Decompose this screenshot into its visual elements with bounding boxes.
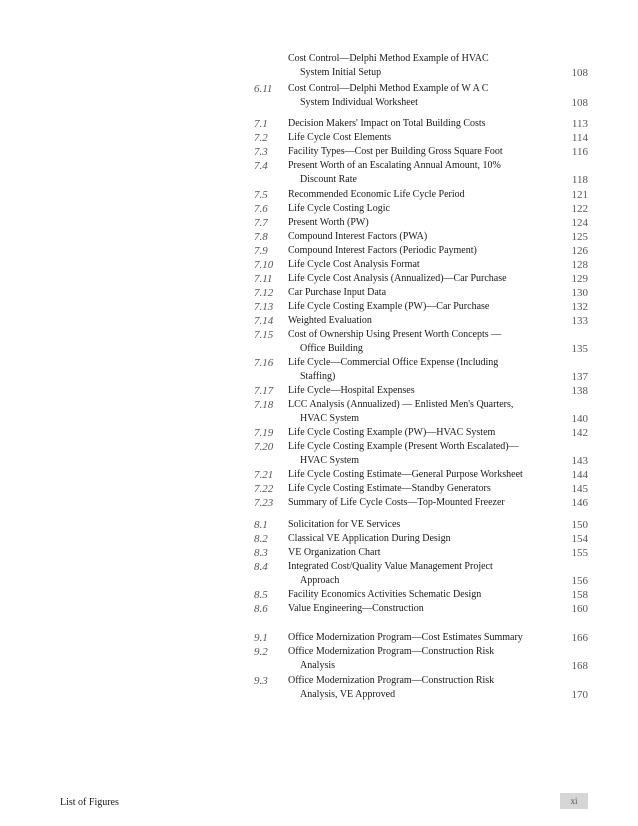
figure-page-number: 158 bbox=[571, 589, 588, 601]
figure-title-line: HVAC System bbox=[300, 455, 359, 466]
figure-title-line: Summary of Life Cycle Costs—Top-Mounted Freezer bbox=[288, 497, 505, 508]
figure-page-number: 168 bbox=[571, 660, 588, 672]
figure-page-number: 132 bbox=[571, 301, 588, 313]
figure-number: 9.2 bbox=[254, 646, 268, 658]
figure-title-line: Office Modernization Program—Cost Estimates Summary bbox=[288, 632, 523, 643]
figure-number: 8.1 bbox=[254, 519, 268, 531]
figure-title-line: Staffing) bbox=[300, 371, 336, 382]
figure-number: 7.22 bbox=[254, 483, 274, 495]
figure-number: 7.20 bbox=[254, 441, 274, 453]
figure-title-line: Integrated Cost/Quality Value Management Project bbox=[288, 561, 493, 572]
figure-title-line: Discount Rate bbox=[300, 174, 357, 185]
figure-title bbox=[288, 117, 548, 131]
figure-title bbox=[288, 272, 548, 286]
figure-page-number: 170 bbox=[571, 689, 588, 701]
figure-page-number: 130 bbox=[571, 287, 588, 299]
figure-title bbox=[288, 300, 548, 314]
figure-title bbox=[288, 244, 548, 258]
figure-page-number: 122 bbox=[571, 203, 588, 215]
figure-title-line: Compound Interest Factors (PWA) bbox=[288, 231, 428, 242]
figure-title-line: Facility Types—Cost per Building Gross Square Foot bbox=[288, 146, 503, 157]
figure-number: 8.5 bbox=[254, 589, 268, 601]
figure-page-number: 156 bbox=[571, 575, 588, 587]
figure-number: 6.11 bbox=[254, 83, 273, 95]
figure-title bbox=[288, 631, 548, 645]
figure-number: 8.4 bbox=[254, 561, 268, 573]
figure-title bbox=[288, 468, 548, 482]
figure-title bbox=[288, 588, 548, 602]
figure-title bbox=[288, 314, 548, 328]
figure-title-line: Car Purchase Input Data bbox=[288, 287, 387, 298]
figure-title-line: Life Cycle Costing Logic bbox=[288, 203, 390, 214]
figure-page-number: 140 bbox=[571, 413, 588, 425]
figure-number: 8.6 bbox=[254, 603, 268, 615]
figure-title bbox=[288, 560, 548, 588]
figure-number: 7.5 bbox=[254, 189, 268, 201]
figure-title-line: Decision Makers' Impact on Total Building Costs bbox=[288, 118, 486, 129]
figure-title-line: Office Modernization Program—Construction Risk bbox=[288, 646, 495, 657]
figure-title-line: Life Cycle Cost Analysis (Annualized)—Car Purchase bbox=[288, 273, 507, 284]
figure-page-number: 143 bbox=[571, 455, 588, 467]
figure-number: 7.6 bbox=[254, 203, 268, 215]
figure-number: 7.14 bbox=[254, 315, 274, 327]
figure-number: 9.1 bbox=[254, 632, 268, 644]
figure-title bbox=[288, 546, 548, 560]
figure-title bbox=[288, 482, 548, 496]
figure-title-line: LCC Analysis (Annualized) — Enlisted Men's Quarters, bbox=[288, 399, 514, 410]
figure-number: 7.12 bbox=[254, 287, 274, 299]
figure-page-number: 144 bbox=[571, 469, 588, 481]
figure-title-line: Cost of Ownership Using Present Worth Concepts — bbox=[288, 329, 502, 340]
figure-title bbox=[288, 440, 548, 468]
figure-page-number: 118 bbox=[571, 174, 588, 186]
figure-number: 8.2 bbox=[254, 533, 268, 545]
figure-number: 7.9 bbox=[254, 245, 268, 257]
figure-page-number: 146 bbox=[571, 497, 588, 509]
figure-title-line: System Individual Worksheet bbox=[300, 97, 418, 108]
figure-title bbox=[288, 356, 548, 384]
figure-page-number: 133 bbox=[571, 315, 588, 327]
figure-number: 9.3 bbox=[254, 675, 268, 687]
figure-title-line: Classical VE Application During Design bbox=[288, 533, 451, 544]
figure-title-line: Analysis, VE Approved bbox=[300, 689, 396, 700]
figure-title-line: HVAC System bbox=[300, 413, 359, 424]
figure-title bbox=[288, 384, 548, 398]
figure-title bbox=[288, 328, 548, 356]
figure-page-number: 108 bbox=[571, 67, 588, 79]
figure-title-line: Cost Control—Delphi Method Example of W A C bbox=[288, 83, 489, 94]
figure-title bbox=[288, 82, 548, 110]
figure-page-number: 145 bbox=[571, 483, 588, 495]
figure-title bbox=[288, 286, 548, 300]
figure-number: 7.7 bbox=[254, 217, 268, 229]
figure-number: 7.16 bbox=[254, 357, 274, 369]
figure-title-line: Cost Control—Delphi Method Example of HVAC bbox=[288, 53, 489, 64]
figure-page-number: 108 bbox=[571, 97, 588, 109]
figure-title-line: Life Cycle Costing Example (Present Worth Escalated)— bbox=[288, 441, 519, 452]
figure-number: 7.4 bbox=[254, 160, 268, 172]
figure-number: 7.2 bbox=[254, 132, 268, 144]
figure-number: 7.23 bbox=[254, 497, 274, 509]
figure-title bbox=[288, 426, 548, 440]
figure-title-line: Weighted Evaluation bbox=[288, 315, 372, 326]
figure-page-number: 121 bbox=[571, 189, 588, 201]
figure-title bbox=[288, 159, 548, 187]
figure-page-number: 137 bbox=[571, 371, 588, 383]
figure-title bbox=[288, 52, 548, 80]
figure-page-number: 155 bbox=[571, 547, 588, 559]
figure-page-number: 160 bbox=[571, 603, 588, 615]
figure-title bbox=[288, 230, 548, 244]
figure-title-line: System Initial Setup bbox=[300, 67, 382, 78]
figure-title-line: Life Cycle Cost Analysis Format bbox=[288, 259, 420, 270]
figure-page-number: 150 bbox=[571, 519, 588, 531]
figure-number: 7.8 bbox=[254, 231, 268, 243]
figure-number: 7.17 bbox=[254, 385, 274, 397]
figure-number: 7.1 bbox=[254, 118, 268, 130]
figure-page-number: 125 bbox=[571, 231, 588, 243]
figure-number: 7.10 bbox=[254, 259, 274, 271]
footer-section-label: List of Figures bbox=[60, 797, 119, 808]
footer-page-number: xi bbox=[560, 793, 588, 809]
figure-title-line: Life Cycle—Commercial Office Expense (Including bbox=[288, 357, 499, 368]
figure-number: 7.19 bbox=[254, 427, 274, 439]
figure-number: 7.3 bbox=[254, 146, 268, 158]
figure-page-number: 114 bbox=[571, 132, 588, 144]
figure-title bbox=[288, 645, 548, 673]
figure-title-line: Solicitation for VE Services bbox=[288, 519, 401, 530]
figure-number: 7.18 bbox=[254, 399, 274, 411]
figure-title bbox=[288, 258, 548, 272]
figure-title bbox=[288, 602, 548, 616]
figure-page-number: 126 bbox=[571, 245, 588, 257]
figure-title-line: Approach bbox=[300, 575, 340, 586]
figure-title-line: Life Cycle Costing Estimate—Standby Generators bbox=[288, 483, 491, 494]
figure-title bbox=[288, 398, 548, 426]
figure-title-line: Life Cycle—Hospital Expenses bbox=[288, 385, 415, 396]
figure-number: 7.13 bbox=[254, 301, 274, 313]
figure-page-number: 166 bbox=[571, 632, 588, 644]
figure-number: 7.11 bbox=[254, 273, 273, 285]
figure-page-number: 135 bbox=[571, 343, 588, 355]
figure-title bbox=[288, 674, 548, 702]
figure-title bbox=[288, 532, 548, 546]
figure-title-line: Life Cycle Costing Estimate—General Purpose Worksheet bbox=[288, 469, 523, 480]
figure-title-line: Present Worth of an Escalating Annual Amount, 10% bbox=[288, 160, 501, 171]
figure-page-number: 128 bbox=[571, 259, 588, 271]
figure-title bbox=[288, 202, 548, 216]
figure-title bbox=[288, 216, 548, 230]
figure-title-line: Present Worth (PW) bbox=[288, 217, 369, 228]
figure-title-line: Office Modernization Program—Construction Risk bbox=[288, 675, 495, 686]
figure-title-line: Facility Economics Activities Schematic Design bbox=[288, 589, 482, 600]
figure-title bbox=[288, 518, 548, 532]
figure-page-number: 154 bbox=[571, 533, 588, 545]
figure-page-number: 116 bbox=[571, 146, 588, 158]
figure-page-number: 138 bbox=[571, 385, 588, 397]
figure-page-number: 113 bbox=[571, 118, 588, 130]
figure-page-number: 142 bbox=[571, 427, 588, 439]
figure-title bbox=[288, 496, 548, 510]
figure-title-line: Life Cycle Cost Elements bbox=[288, 132, 392, 143]
figure-title-line: Value Engineering—Construction bbox=[288, 603, 424, 614]
figure-number: 7.15 bbox=[254, 329, 274, 341]
figure-title-line: Office Building bbox=[300, 343, 363, 354]
figure-page-number: 124 bbox=[571, 217, 588, 229]
figure-title bbox=[288, 145, 548, 159]
figure-number: 7.21 bbox=[254, 469, 274, 481]
figure-title bbox=[288, 131, 548, 145]
figure-title-line: Analysis bbox=[300, 660, 335, 671]
figure-title-line: Compound Interest Factors (Periodic Payment) bbox=[288, 245, 477, 256]
figure-page-number: 129 bbox=[571, 273, 588, 285]
figure-title-line: Recommended Economic Life Cycle Period bbox=[288, 189, 465, 200]
figure-number: 8.3 bbox=[254, 547, 268, 559]
figure-title-line: Life Cycle Costing Example (PW)—Car Purchase bbox=[288, 301, 490, 312]
figure-title-line: Life Cycle Costing Example (PW)—HVAC System bbox=[288, 427, 496, 438]
figure-title-line: VE Organization Chart bbox=[288, 547, 381, 558]
figure-title bbox=[288, 188, 548, 202]
